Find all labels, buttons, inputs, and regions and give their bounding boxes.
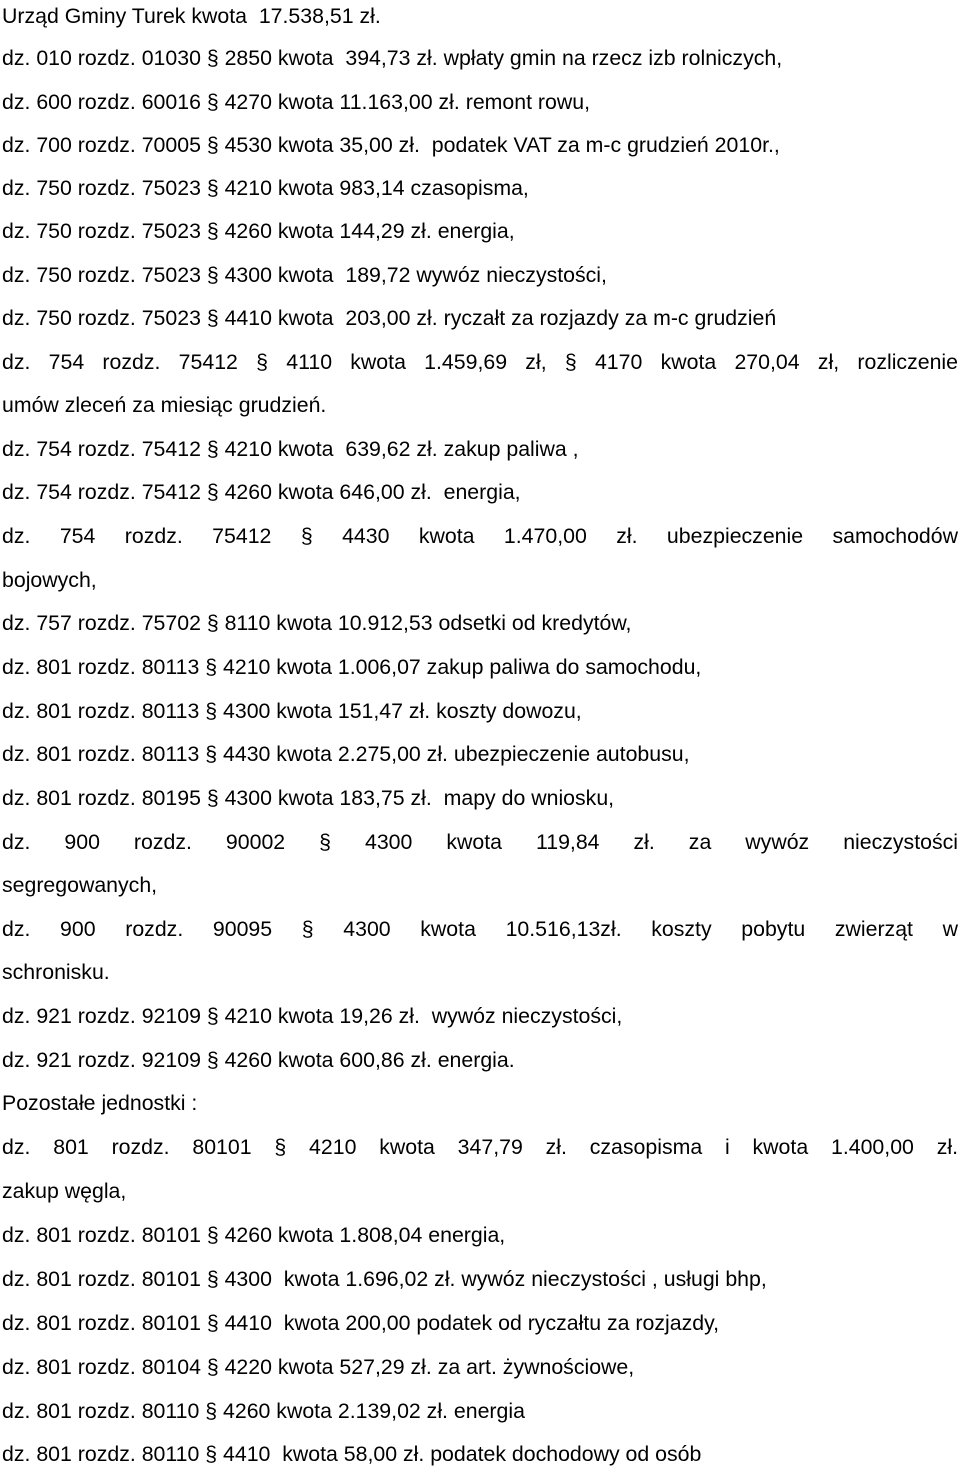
text-line: dz. 700 rozdz. 70005 § 4530 kwota 35,00 zł. podatek VAT za m-c grudzień 2010r., xyxy=(2,133,780,157)
text-line: dz. 801 rozdz. 80101 § 4210 kwota 347,79 zł. czasopisma i kwota 1.400,00 zł. xyxy=(2,1135,958,1159)
text-line: bojowych, xyxy=(2,568,97,592)
text-line: dz. 750 rozdz. 75023 § 4260 kwota 144,29 zł. energia, xyxy=(2,219,515,243)
text-line: dz. 801 rozdz. 80101 § 4410 kwota 200,00 podatek od ryczałtu za rozjazdy, xyxy=(2,1311,720,1335)
text-line: dz. 750 rozdz. 75023 § 4410 kwota 203,00 zł. ryczałt za rozjazdy za m-c grudzień xyxy=(2,306,777,330)
text-line: dz. 750 rozdz. 75023 § 4210 kwota 983,14 czasopisma, xyxy=(2,176,529,200)
text-line: dz. 754 rozdz. 75412 § 4210 kwota 639,62 zł. zakup paliwa , xyxy=(2,437,579,461)
text-line: umów zleceń za miesiąc grudzień. xyxy=(2,393,327,417)
text-line: dz. 757 rozdz. 75702 § 8110 kwota 10.912,53 odsetki od kredytów, xyxy=(2,611,632,635)
text-line: dz. 801 rozdz. 80113 § 4300 kwota 151,47 zł. koszty dowozu, xyxy=(2,699,582,723)
text-line: dz. 801 rozdz. 80101 § 4300 kwota 1.696,02 zł. wywóz nieczystości , usługi bhp, xyxy=(2,1267,767,1291)
text-line: dz. 921 rozdz. 92109 § 4210 kwota 19,26 zł. wywóz nieczystości, xyxy=(2,1004,623,1028)
text-line: schronisku. xyxy=(2,960,110,984)
text-line: dz. 801 rozdz. 80113 § 4210 kwota 1.006,07 zakup paliwa do samochodu, xyxy=(2,655,702,679)
text-line: dz. 801 rozdz. 80195 § 4300 kwota 183,75 zł. mapy do wniosku, xyxy=(2,786,615,810)
text-line: dz. 801 rozdz. 80110 § 4260 kwota 2.139,02 zł. energia xyxy=(2,1399,525,1423)
text-line: zakup węgla, xyxy=(2,1179,127,1203)
text-line: dz. 750 rozdz. 75023 § 4300 kwota 189,72 wywóz nieczystości, xyxy=(2,263,607,287)
text-line: dz. 754 rozdz. 75412 § 4430 kwota 1.470,00 zł. ubezpieczenie samochodów xyxy=(2,524,958,548)
text-line: dz. 801 rozdz. 80113 § 4430 kwota 2.275,00 zł. ubezpieczenie autobusu, xyxy=(2,742,690,766)
text-line: dz. 754 rozdz. 75412 § 4110 kwota 1.459,69 zł, § 4170 kwota 270,04 zł, rozliczenie xyxy=(2,350,958,374)
text-line: dz. 900 rozdz. 90095 § 4300 kwota 10.516,13zł. koszty pobytu zwierząt w xyxy=(2,917,958,941)
text-line: dz. 900 rozdz. 90002 § 4300 kwota 119,84 zł. za wywóz nieczystości xyxy=(2,830,958,854)
text-line: dz. 754 rozdz. 75412 § 4260 kwota 646,00 zł. energia, xyxy=(2,480,521,504)
text-line: dz. 921 rozdz. 92109 § 4260 kwota 600,86 zł. energia. xyxy=(2,1048,515,1072)
text-line: segregowanych, xyxy=(2,873,158,897)
text-line: dz. 801 rozdz. 80101 § 4260 kwota 1.808,04 energia, xyxy=(2,1223,506,1247)
text-line: dz. 600 rozdz. 60016 § 4270 kwota 11.163,00 zł. remont rowu, xyxy=(2,90,591,114)
text-line: dz. 010 rozdz. 01030 § 2850 kwota 394,73 zł. wpłaty gmin na rzecz izb rolniczych, xyxy=(2,46,783,70)
text-line: dz. 801 rozdz. 80110 § 4410 kwota 58,00 zł. podatek dochodowy od osób xyxy=(2,1442,702,1466)
text-line: dz. 801 rozdz. 80104 § 4220 kwota 527,29 zł. za art. żywnościowe, xyxy=(2,1355,635,1379)
heading-line: Urząd Gminy Turek kwota 17.538,51 zł. xyxy=(2,4,381,28)
section-heading: Pozostałe jednostki : xyxy=(2,1091,198,1115)
